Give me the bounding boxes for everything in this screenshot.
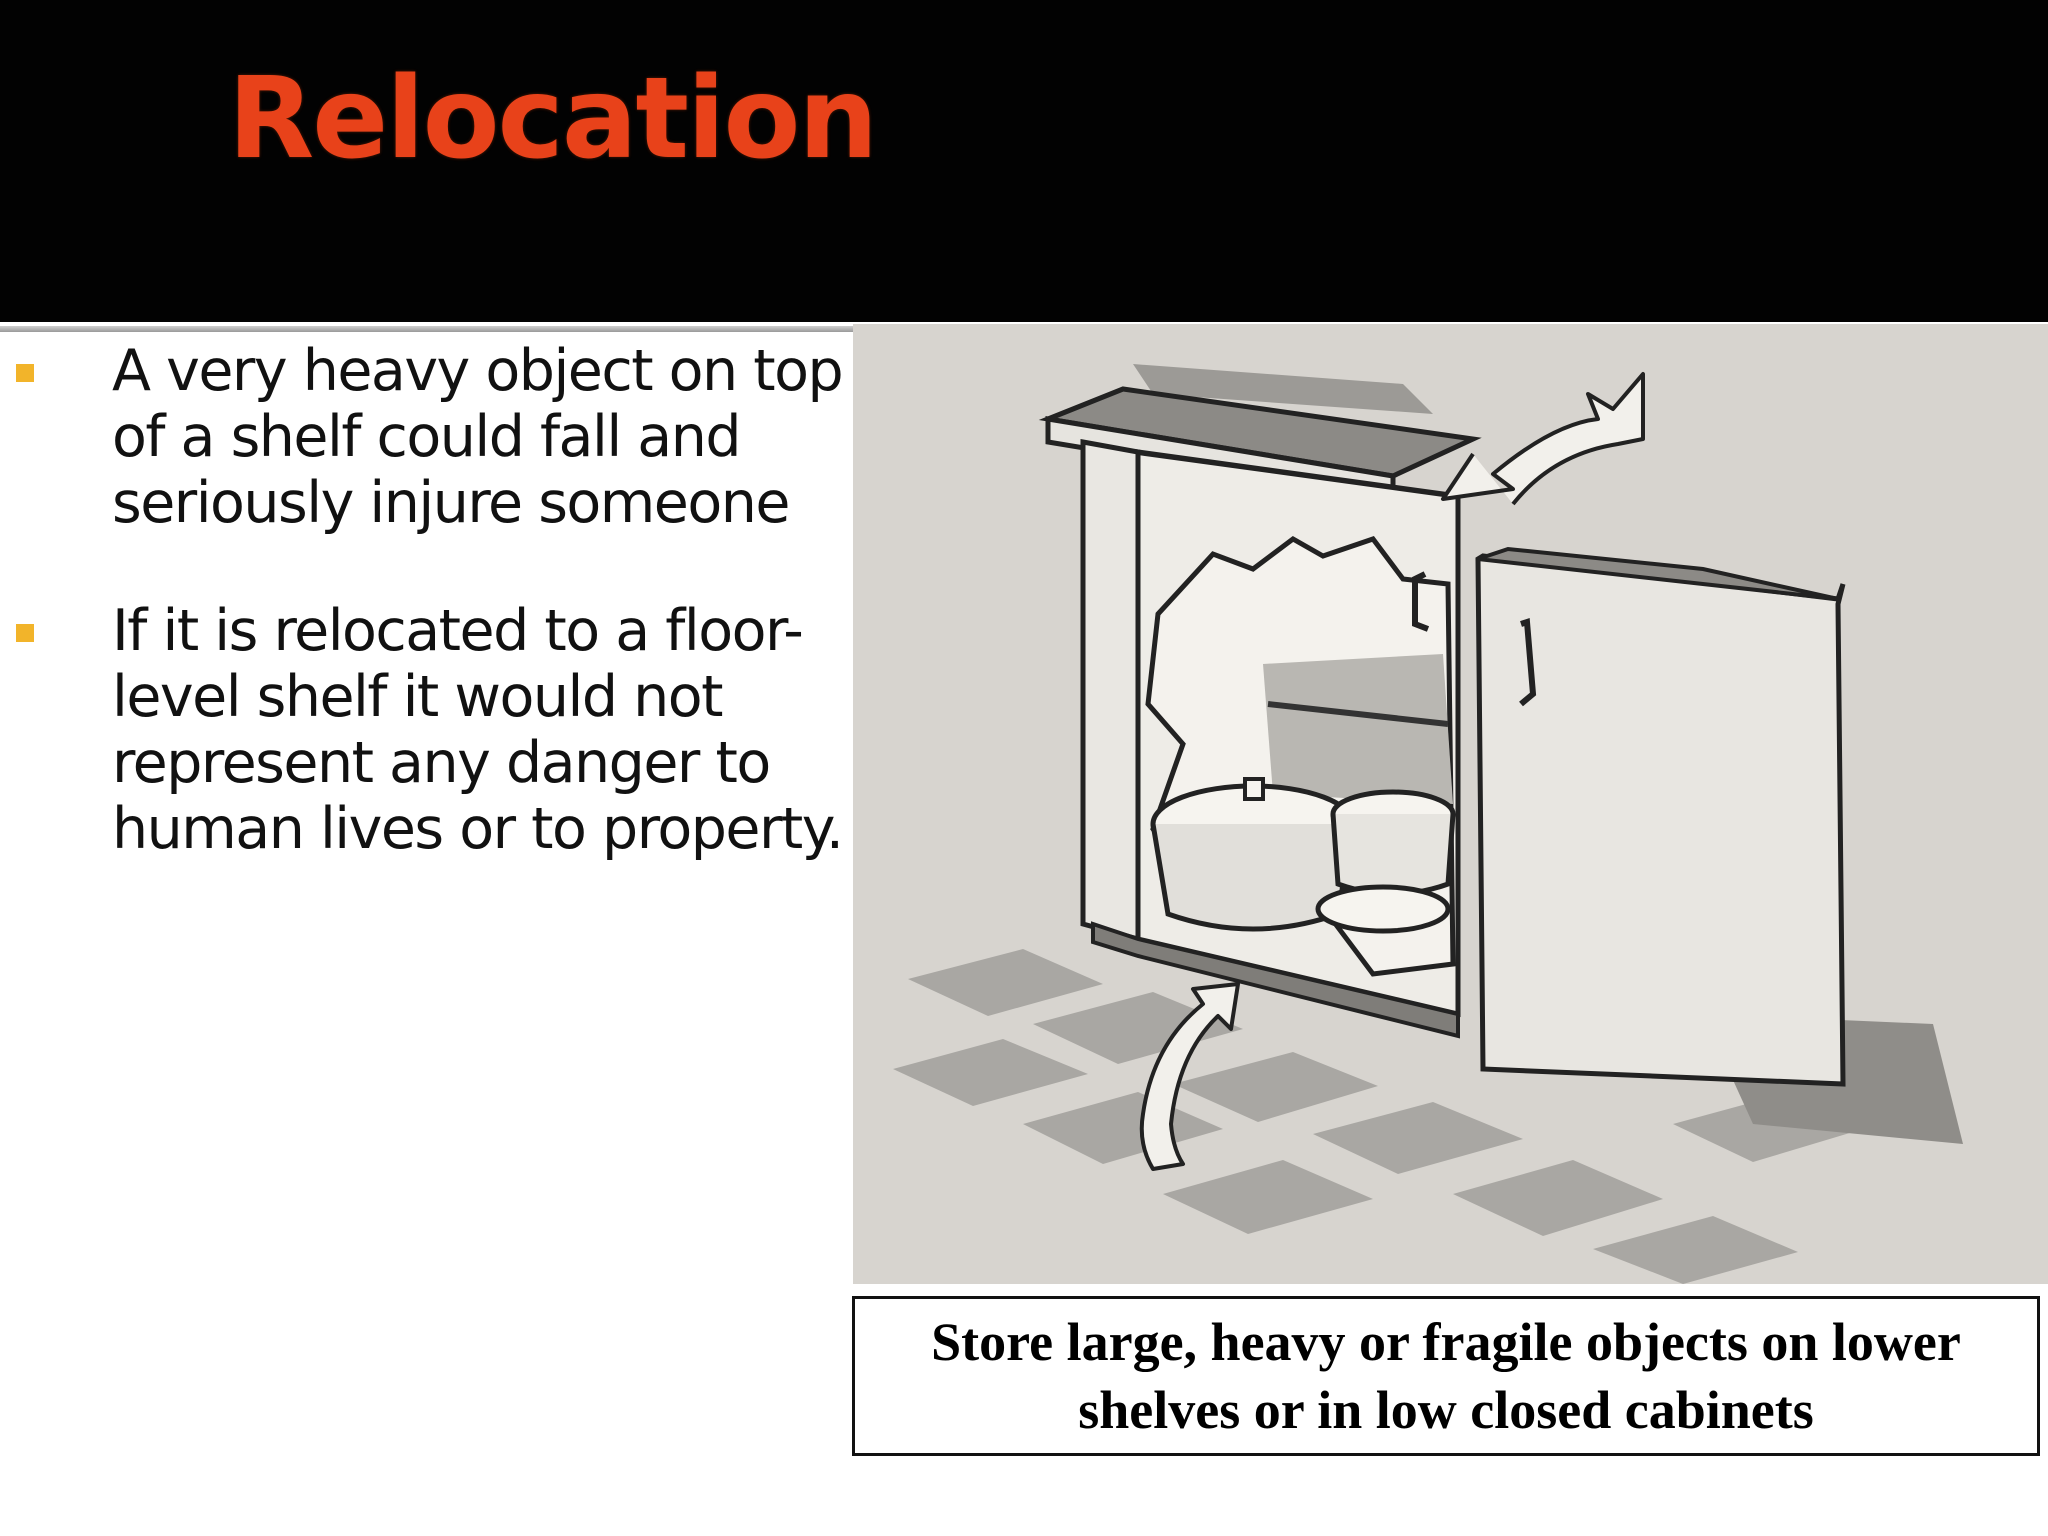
cabinet-door [1478, 556, 1843, 1084]
slide-header [0, 0, 2048, 322]
pot3-lid [1318, 887, 1448, 931]
square-bullet-icon [16, 364, 34, 382]
interior-shadow [1263, 654, 1453, 804]
bullet-item [0, 598, 850, 862]
bullet-item [0, 338, 850, 536]
cabinet-side [1083, 442, 1138, 939]
cabinet-drawing [853, 324, 2048, 1284]
pot2-body [1333, 814, 1453, 894]
bullet-list [0, 338, 850, 924]
bullet-text: A very heavy object on top of a shelf could fall and seriously injure someone [112, 338, 843, 536]
square-bullet-icon [16, 624, 34, 642]
header-divider [0, 326, 853, 332]
caption-text: Store large, heavy or fragile objects on lower shelves or in low closed cabinets [931, 1312, 1961, 1440]
caption-box [852, 1296, 2040, 1456]
bullet-text: If it is relocated to a floor-level shelf it would not represent any danger to human lives or to property. [112, 598, 843, 862]
slide-title: Relocation [228, 54, 877, 184]
pot-knob [1245, 779, 1263, 799]
cabinet-illustration [853, 324, 2048, 1284]
